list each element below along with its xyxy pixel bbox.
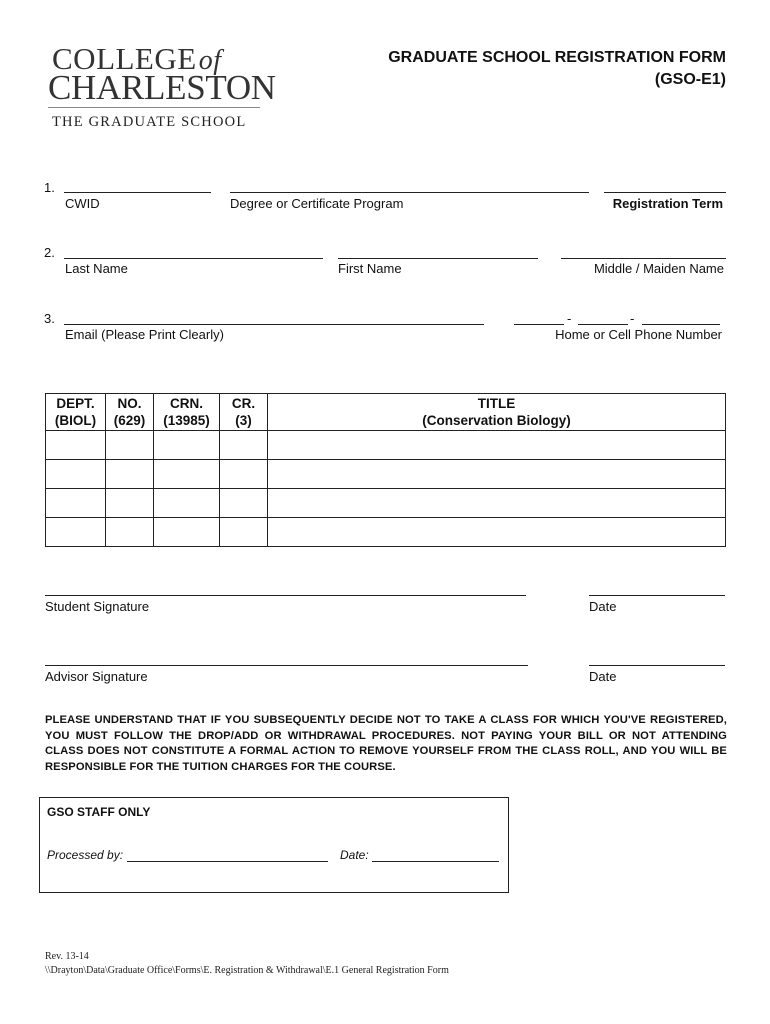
student-signature-field[interactable] <box>45 595 526 596</box>
number-cell[interactable] <box>106 460 154 489</box>
logo-of: of <box>198 45 222 76</box>
term-label: Registration Term <box>612 196 723 211</box>
footer <box>45 950 449 978</box>
advisor-signature-label: Advisor Signature <box>45 669 148 684</box>
dept-cell[interactable] <box>46 518 106 547</box>
logo-subtitle: THE GRADUATE SCHOOL <box>52 114 247 130</box>
email-field[interactable] <box>64 324 484 325</box>
number-cell[interactable] <box>106 518 154 547</box>
first-name-label: First Name <box>338 261 402 276</box>
dept-cell[interactable] <box>46 489 106 518</box>
advisor-date-label: Date <box>589 669 617 684</box>
phone-label: Home or Cell Phone Number <box>555 327 722 342</box>
logo-line1: COLLEGEof <box>52 41 222 76</box>
program-field[interactable] <box>230 192 589 193</box>
course-table <box>45 393 726 547</box>
last-name-label: Last Name <box>65 261 128 276</box>
staff-only-box <box>39 797 509 893</box>
student-date-field[interactable] <box>589 595 725 596</box>
phone-prefix-field[interactable] <box>578 324 628 325</box>
crn-cell[interactable] <box>154 518 220 547</box>
file-path-text: \\Drayton\Data\Graduate Office\Forms\E. Registration & Withdrawal\E.1 General Registration Form <box>45 965 449 976</box>
revision-text: Rev. 13-14 <box>45 951 89 962</box>
phone-area-field[interactable] <box>514 324 564 325</box>
header-credits: CR. (3) <box>220 394 268 431</box>
title-cell[interactable] <box>268 460 726 489</box>
number-cell[interactable] <box>106 489 154 518</box>
cwid-field[interactable] <box>64 192 211 193</box>
form-title-block <box>388 47 726 91</box>
drop-add-notice: PLEASE UNDERSTAND THAT IF YOU SUBSEQUENTLY DECIDE NOT TO TAKE A CLASS FOR WHICH YOU'VE REGISTERED, YOU MUST FOLLOW THE DROP/ADD OR WITHDRAWAL PROCEDURES. NOT PAYING YOUR BILL OR NOT ATTENDING CLASS DOES NOT CONSTITUTE A FORMAL ACTION TO REMOVE YOURSELF FROM THE CLASS ROLL, AND YOU WILL BE RESPONSIBLE FOR THE TUITION CHARGES FOR THE COURSE. <box>45 714 727 773</box>
table-row <box>46 489 726 518</box>
advisor-date-field[interactable] <box>589 665 725 666</box>
table-row <box>46 431 726 460</box>
credits-cell[interactable] <box>220 431 268 460</box>
student-signature-label: Student Signature <box>45 599 150 614</box>
staff-title: GSO STAFF ONLY <box>47 805 151 819</box>
email-label: Email (Please Print Clearly) <box>65 327 224 342</box>
credits-cell[interactable] <box>220 518 268 547</box>
program-label: Degree or Certificate Program <box>230 196 404 211</box>
header-dept: DEPT. (BIOL) <box>46 394 106 431</box>
phone-separator-2: - <box>630 311 635 326</box>
title-cell[interactable] <box>268 518 726 547</box>
row3-number: 3. <box>44 311 55 326</box>
form-code: (GSO-E1) <box>654 71 726 88</box>
course-table-header <box>46 394 726 431</box>
crn-cell[interactable] <box>154 431 220 460</box>
logo-rule <box>48 107 260 108</box>
header-number: NO. (629) <box>106 394 154 431</box>
logo-line2: CHARLESTON <box>48 68 276 107</box>
crn-cell[interactable] <box>154 489 220 518</box>
credits-cell[interactable] <box>220 460 268 489</box>
table-row <box>46 460 726 489</box>
student-date-label: Date <box>589 599 617 614</box>
title-cell[interactable] <box>268 431 726 460</box>
credits-cell[interactable] <box>220 489 268 518</box>
term-field[interactable] <box>604 192 726 193</box>
advisor-signature-field[interactable] <box>45 665 528 666</box>
dept-cell[interactable] <box>46 431 106 460</box>
first-name-field[interactable] <box>338 258 538 259</box>
college-logo <box>48 41 276 139</box>
processed-by-label: Processed by: <box>47 848 124 862</box>
cwid-label: CWID <box>65 196 100 211</box>
form-title: GRADUATE SCHOOL REGISTRATION FORM <box>388 49 726 66</box>
dept-cell[interactable] <box>46 460 106 489</box>
staff-date-field[interactable] <box>372 861 499 862</box>
header-crn: CRN. (13985) <box>154 394 220 431</box>
phone-separator-1: - <box>567 311 572 326</box>
phone-line-field[interactable] <box>642 324 720 325</box>
table-row <box>46 518 726 547</box>
crn-cell[interactable] <box>154 460 220 489</box>
row1-number: 1. <box>44 180 55 195</box>
row2-number: 2. <box>44 245 55 260</box>
title-cell[interactable] <box>268 489 726 518</box>
header-title: TITLE (Conservation Biology) <box>268 394 726 431</box>
processed-by-field[interactable] <box>127 861 328 862</box>
middle-name-field[interactable] <box>561 258 726 259</box>
last-name-field[interactable] <box>64 258 323 259</box>
middle-name-label: Middle / Maiden Name <box>593 261 724 276</box>
staff-date-label: Date: <box>340 848 369 862</box>
number-cell[interactable] <box>106 431 154 460</box>
